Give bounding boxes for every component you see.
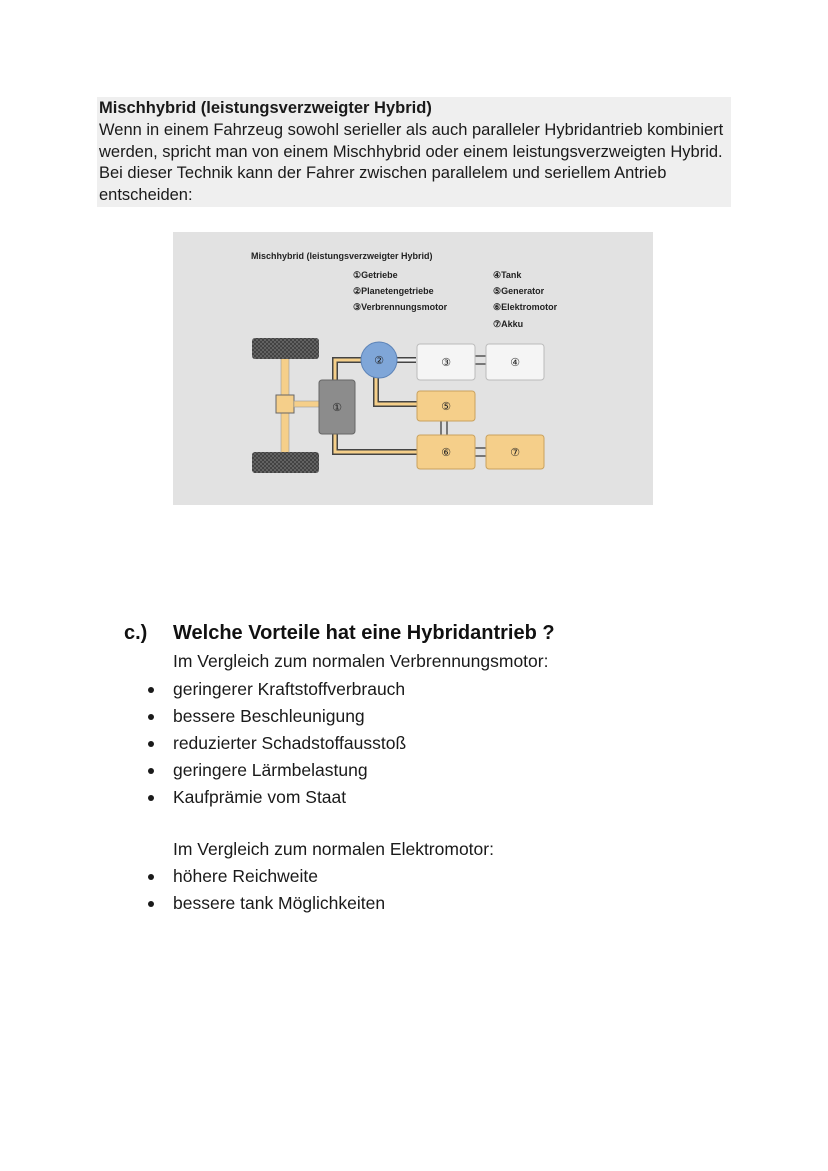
shaft-planet-to-generator [376,377,417,404]
section1-intro: Im Vergleich zum normalen Verbrennungsmotor: [173,651,549,671]
legend-getriebe: ①Getriebe [353,270,398,280]
section1-list [145,676,406,811]
list-item: Kaufprämie vom Staat [145,784,406,811]
bullet-icon [148,714,154,720]
label-7: ⑦ [510,446,520,459]
section2-intro: Im Vergleich zum normalen Elektromotor: [173,839,494,859]
bullet-icon [148,901,154,907]
label-3: ③ [441,356,451,369]
label-2: ② [374,354,384,367]
intro-paragraph: Wenn in einem Fahrzeug sowohl serieller als auch paralleler Hybridantrieb kombiniert werden, spricht man von einem Mischhybrid oder einem leistungsverzweigten Hybrid. Bei dieser Technik kann der Fahrer zwischen parallelem und seriellem Antrieb entscheiden: [99,121,724,204]
section2-list [145,863,385,917]
intro-box [97,97,731,207]
label-4: ④ [510,356,520,369]
bullet-icon [148,795,154,801]
list-item: bessere Beschleunigung [145,703,406,730]
bullet-icon [148,874,154,880]
shaft-gear-to-planet [335,360,365,380]
drive-shaft [294,401,319,407]
shaft-gear-to-motor [335,434,417,452]
intro-title: Mischhybrid (leistungsverzweigter Hybrid) [99,99,432,117]
label-6: ⑥ [441,446,451,459]
legend-akku: ⑦Akku [493,319,524,329]
list-item: bessere tank Möglichkeiten [145,890,385,917]
legend-verbrennungsmotor: ③Verbrennungsmotor [353,302,448,312]
legend-generator: ⑤Generator [493,286,545,296]
bullet-icon [148,741,154,747]
legend-tank: ④Tank [493,270,522,280]
label-1: ① [332,401,342,414]
link-engine-tank [475,356,486,364]
question-title: Welche Vorteile hat eine Hybridantrieb ? [173,622,555,644]
question-label: c.) [124,622,148,644]
link-generator-motor [441,421,447,435]
wheel-top [252,338,319,359]
link-motor-akku [475,448,486,456]
list-item: geringerer Kraftstoffverbrauch [145,676,406,703]
differential [276,395,294,413]
hybrid-diagram [173,232,653,505]
bullet-icon [148,768,154,774]
legend-elektromotor: ⑥Elektromotor [493,302,558,312]
list-item: höhere Reichweite [145,863,385,890]
legend-planetengetriebe: ②Planetengetriebe [353,286,434,296]
list-item: geringere Lärmbelastung [145,757,406,784]
question-heading [124,622,555,645]
list-item: reduzierter Schadstoffausstoß [145,730,406,757]
wheel-bottom [252,452,319,473]
label-5: ⑤ [441,400,451,413]
bullet-icon [148,687,154,693]
diagram-title: Mischhybrid (leistungsverzweigter Hybrid) [251,251,433,261]
